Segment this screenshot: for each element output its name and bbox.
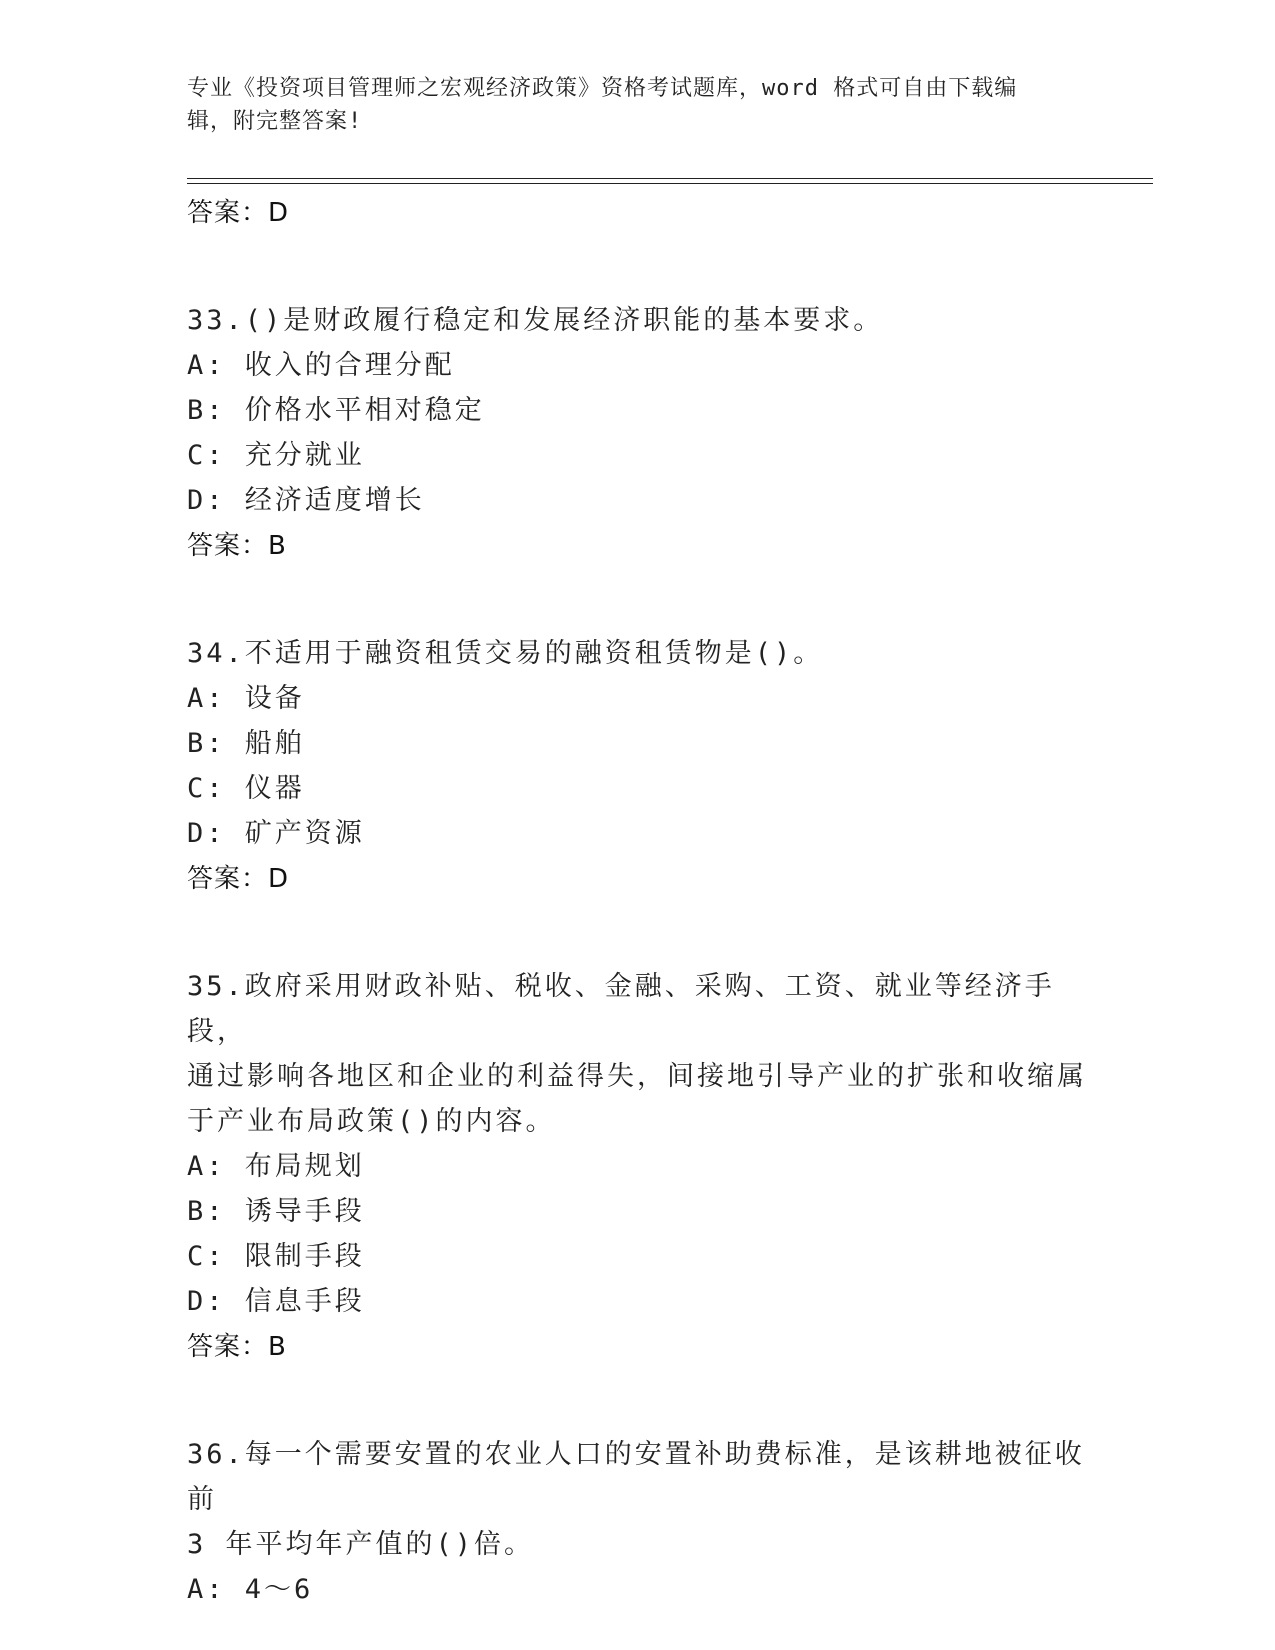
header-divider-top [187,178,1153,179]
option-b: B: 诱导手段 [187,1196,365,1227]
question-stem-line: 3 年平均年产值的()倍。 [187,1529,535,1560]
header-line-1: 专业《投资项目管理师之宏观经济政策》资格考试题库，word 格式可自由下载编 [187,76,1018,101]
option-d: D: 信息手段 [187,1286,365,1317]
option-b: B: 船舶 [187,728,305,759]
header-line-2: 辑，附完整答案! [187,109,363,134]
question-stem-line: 于产业布局政策()的内容。 [187,1106,556,1137]
question-33 [187,298,1087,523]
option-d: D: 经济适度增长 [187,485,425,516]
answer-line: 答案：B [187,531,287,561]
option-a: A: 4～6 [187,1574,314,1605]
option-c: C: 仪器 [187,773,305,804]
question-stem-line: 35.政府采用财政补贴、税收、金融、采购、工资、就业等经济手段， [187,971,1055,1047]
answer-line: 答案：D [187,198,290,228]
question-stem-line: 通过影响各地区和企业的利益得失，间接地引导产业的扩张和收缩属 [187,1061,1087,1092]
spacer [187,569,1087,631]
question-35 [187,964,1087,1324]
answer-line: 答案：B [187,1332,287,1362]
option-c: C: 充分就业 [187,440,365,471]
document-header [187,72,1067,138]
option-b: B: 价格水平相对稳定 [187,395,485,426]
spacer [187,236,1087,298]
question-stem: 34.不适用于融资租赁交易的融资租赁物是()。 [187,638,824,669]
question-36 [187,1432,1087,1612]
option-a: A: 布局规划 [187,1151,365,1182]
option-c: C: 限制手段 [187,1241,365,1272]
question-list [187,190,1087,1612]
question-stem-line: 36.每一个需要安置的农业人口的安置补助费标准，是该耕地被征收前 [187,1439,1085,1515]
option-a: A: 设备 [187,683,305,714]
spacer [187,902,1087,964]
answer-line: 答案：D [187,864,290,894]
question-34 [187,631,1087,856]
question-stem: 33.()是财政履行稳定和发展经济职能的基本要求。 [187,305,884,336]
option-d: D: 矿产资源 [187,818,365,849]
option-a: A: 收入的合理分配 [187,350,455,381]
spacer [187,1370,1087,1432]
header-divider-bottom [187,183,1153,184]
